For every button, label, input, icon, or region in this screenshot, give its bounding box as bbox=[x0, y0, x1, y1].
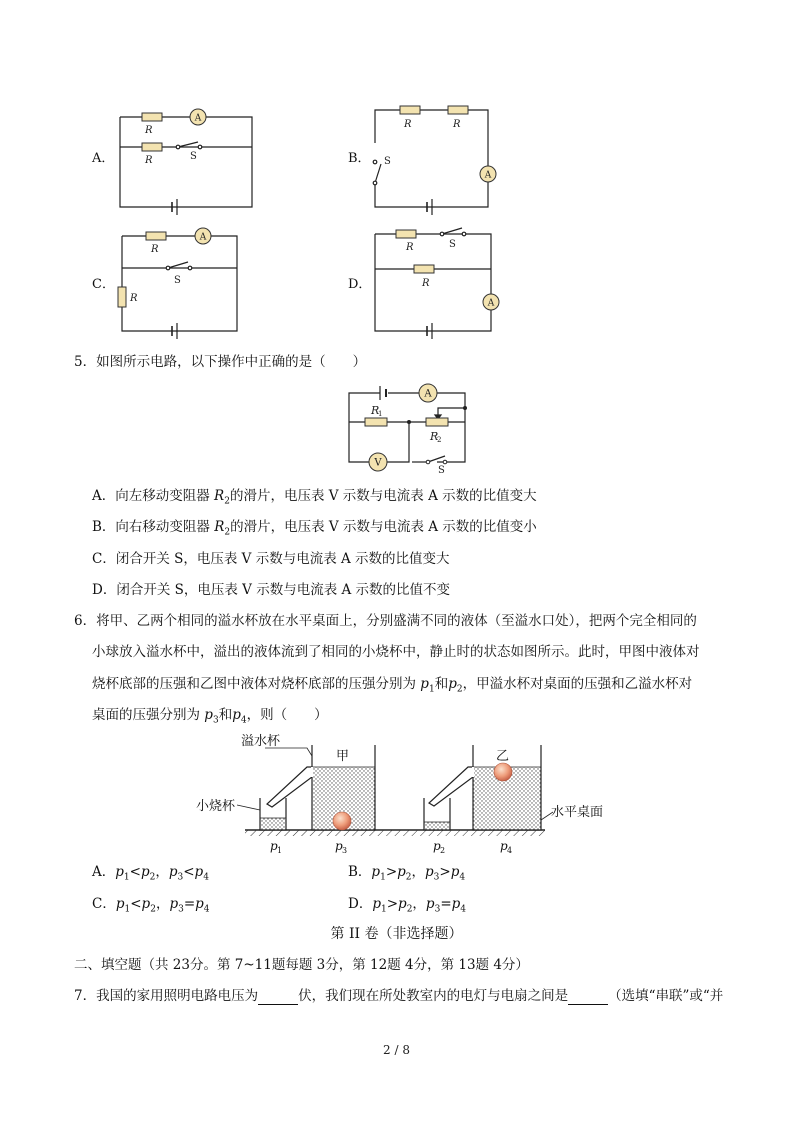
q6-line-4: 桌面的压强分别为 $p_3$和$p_4$，则（ ） bbox=[92, 707, 328, 726]
section-2-heading: 二、填空题（共 23分。第 7~11题每题 3分，第 12题 4分，第 13题 4分） bbox=[74, 957, 529, 973]
resistor-a2 bbox=[142, 143, 162, 151]
q4-c-r2: R bbox=[130, 293, 138, 304]
q5-option-c: C．闭合开关 S，电压表 V 示数与电流表 A 示数的比值变大 bbox=[92, 551, 450, 567]
resistor-b1 bbox=[400, 106, 420, 114]
q7-blank-1[interactable] bbox=[258, 990, 298, 1005]
q4-option-a-letter: A． bbox=[92, 151, 115, 166]
page-number: 2 / 8 bbox=[383, 1043, 410, 1057]
q6-option-a: A．$p_1<p_2$，$p_3<p_4$ bbox=[92, 864, 209, 883]
q4-d-switch-label: S bbox=[449, 239, 456, 250]
svg-text:1: 1 bbox=[277, 846, 283, 855]
q7-blank-2[interactable] bbox=[568, 990, 608, 1005]
q4-option-d-letter: D． bbox=[348, 277, 372, 292]
q6-ball-yi bbox=[494, 763, 512, 781]
q4-b-ammeter-label: A bbox=[484, 170, 492, 181]
q6-small-beaker-label: 小烧杯 bbox=[196, 799, 236, 814]
resistor-d2 bbox=[414, 265, 434, 273]
q5-option-d: D．闭合开关 S，电压表 V 示数与电流表 A 示数的比值不变 bbox=[92, 582, 451, 598]
q4-d-ammeter-label: A bbox=[487, 298, 495, 309]
q6-p3-label: p bbox=[335, 839, 343, 853]
switch-a bbox=[178, 142, 198, 147]
q4-d-r1: R bbox=[406, 242, 414, 253]
q6-ball-jia bbox=[333, 812, 351, 830]
q5-rheostat-r2 bbox=[426, 418, 448, 426]
q4-option-c-letter: C． bbox=[92, 277, 115, 292]
switch-d bbox=[442, 228, 462, 234]
resistor-c2 bbox=[118, 287, 126, 307]
q6-option-b: B．$p_1>p_2$，$p_3>p_4$ bbox=[348, 864, 466, 883]
q4-b-r1: R bbox=[404, 119, 412, 130]
q6-p1-label: p bbox=[270, 839, 278, 853]
q4-a-r1: R bbox=[145, 125, 153, 136]
circuit-d-wires bbox=[375, 234, 491, 331]
q4-b-switch-label: S bbox=[384, 156, 391, 167]
q5-ammeter-label: A bbox=[424, 388, 432, 400]
resistor-a1 bbox=[142, 113, 162, 121]
q4-d-r2: R bbox=[422, 278, 430, 289]
q4-option-b-letter: B． bbox=[348, 151, 371, 166]
q5-stem: 5．如图所示电路，以下操作中正确的是（ ） bbox=[74, 354, 367, 370]
q6-line-1: 6．将甲、乙两个相同的溢水杯放在水平桌面上，分别盛满不同的液体（至溢水口处），把两个完全相同的 bbox=[74, 613, 697, 629]
q5-voltmeter-label: V bbox=[374, 457, 382, 469]
q5-r1-label: R bbox=[371, 404, 380, 417]
q4-circuits bbox=[0, 0, 793, 345]
svg-text:4: 4 bbox=[507, 846, 513, 855]
q4-a-ammeter-label: A bbox=[194, 113, 202, 124]
q5-r2-label: R bbox=[430, 430, 439, 443]
q5-resistor-r1 bbox=[365, 418, 387, 426]
section-2-title: 第 II 卷（非选择题） bbox=[330, 926, 463, 942]
q6-option-d: D．$p_1>p_2$，$p_3=p_4$ bbox=[348, 896, 467, 915]
svg-text:2: 2 bbox=[440, 846, 446, 855]
q4-a-r2: R bbox=[145, 155, 153, 166]
switch-c bbox=[168, 262, 188, 268]
circuit-a-wires bbox=[120, 117, 252, 207]
q6-overflow-cup-label: 溢水杯 bbox=[241, 734, 281, 749]
q6-yi-label: 乙 bbox=[496, 749, 510, 764]
q6-p4-label: p bbox=[500, 839, 508, 853]
q4-c-r1: R bbox=[151, 244, 159, 255]
q4-c-ammeter-label: A bbox=[199, 232, 207, 243]
q7-text: 7．我国的家用照明电路电压为 伏，我们现在所处教室内的电灯与电扇之间是 （选填“串联”或“并 bbox=[74, 988, 724, 1004]
q4-a-switch-label: S bbox=[190, 151, 197, 162]
q6-jia-label: 甲 bbox=[336, 749, 350, 764]
resistor-b2 bbox=[448, 106, 468, 114]
switch-b bbox=[375, 164, 381, 183]
svg-text:3: 3 bbox=[342, 846, 348, 855]
q5-circuit-diagram bbox=[340, 375, 480, 475]
q6-overflow-cup-diagram bbox=[195, 730, 625, 860]
q5-option-a: A．向左移动变阻器 $R_2$的滑片，电压表 V 示数与电流表 A 示数的比值变大 bbox=[92, 488, 537, 507]
q6-p2-label: p bbox=[433, 839, 441, 853]
q6-table-label: 水平桌面 bbox=[551, 805, 604, 820]
q4-b-r2: R bbox=[453, 119, 461, 130]
circuit-b-wires bbox=[375, 110, 488, 207]
q5-switch-label: S bbox=[438, 465, 445, 475]
q6-line-3: 烧杯底部的压强和乙图中液体对烧杯底部的压强分别为 $p_1$和$p_2$，甲溢水杯对桌面的压强和乙溢水杯对 bbox=[92, 676, 693, 695]
q5-r2-sub: 2 bbox=[437, 436, 442, 444]
q6-option-c: C．$p_1<p_2$，$p_3=p_4$ bbox=[92, 896, 210, 915]
q5-option-b: B．向右移动变阻器 $R_2$的滑片，电压表 V 示数与电流表 A 示数的比值变小 bbox=[92, 519, 537, 538]
q6-line-2: 小球放入溢水杯中，溢出的液体流到了相同的小烧杯中，静止时的状态如图所示。此时，甲图中液体对 bbox=[92, 644, 700, 660]
resistor-c1 bbox=[146, 232, 166, 240]
q4-c-switch-label: S bbox=[174, 275, 181, 286]
resistor-d1 bbox=[396, 230, 416, 238]
q5-r1-sub: 1 bbox=[378, 410, 383, 418]
